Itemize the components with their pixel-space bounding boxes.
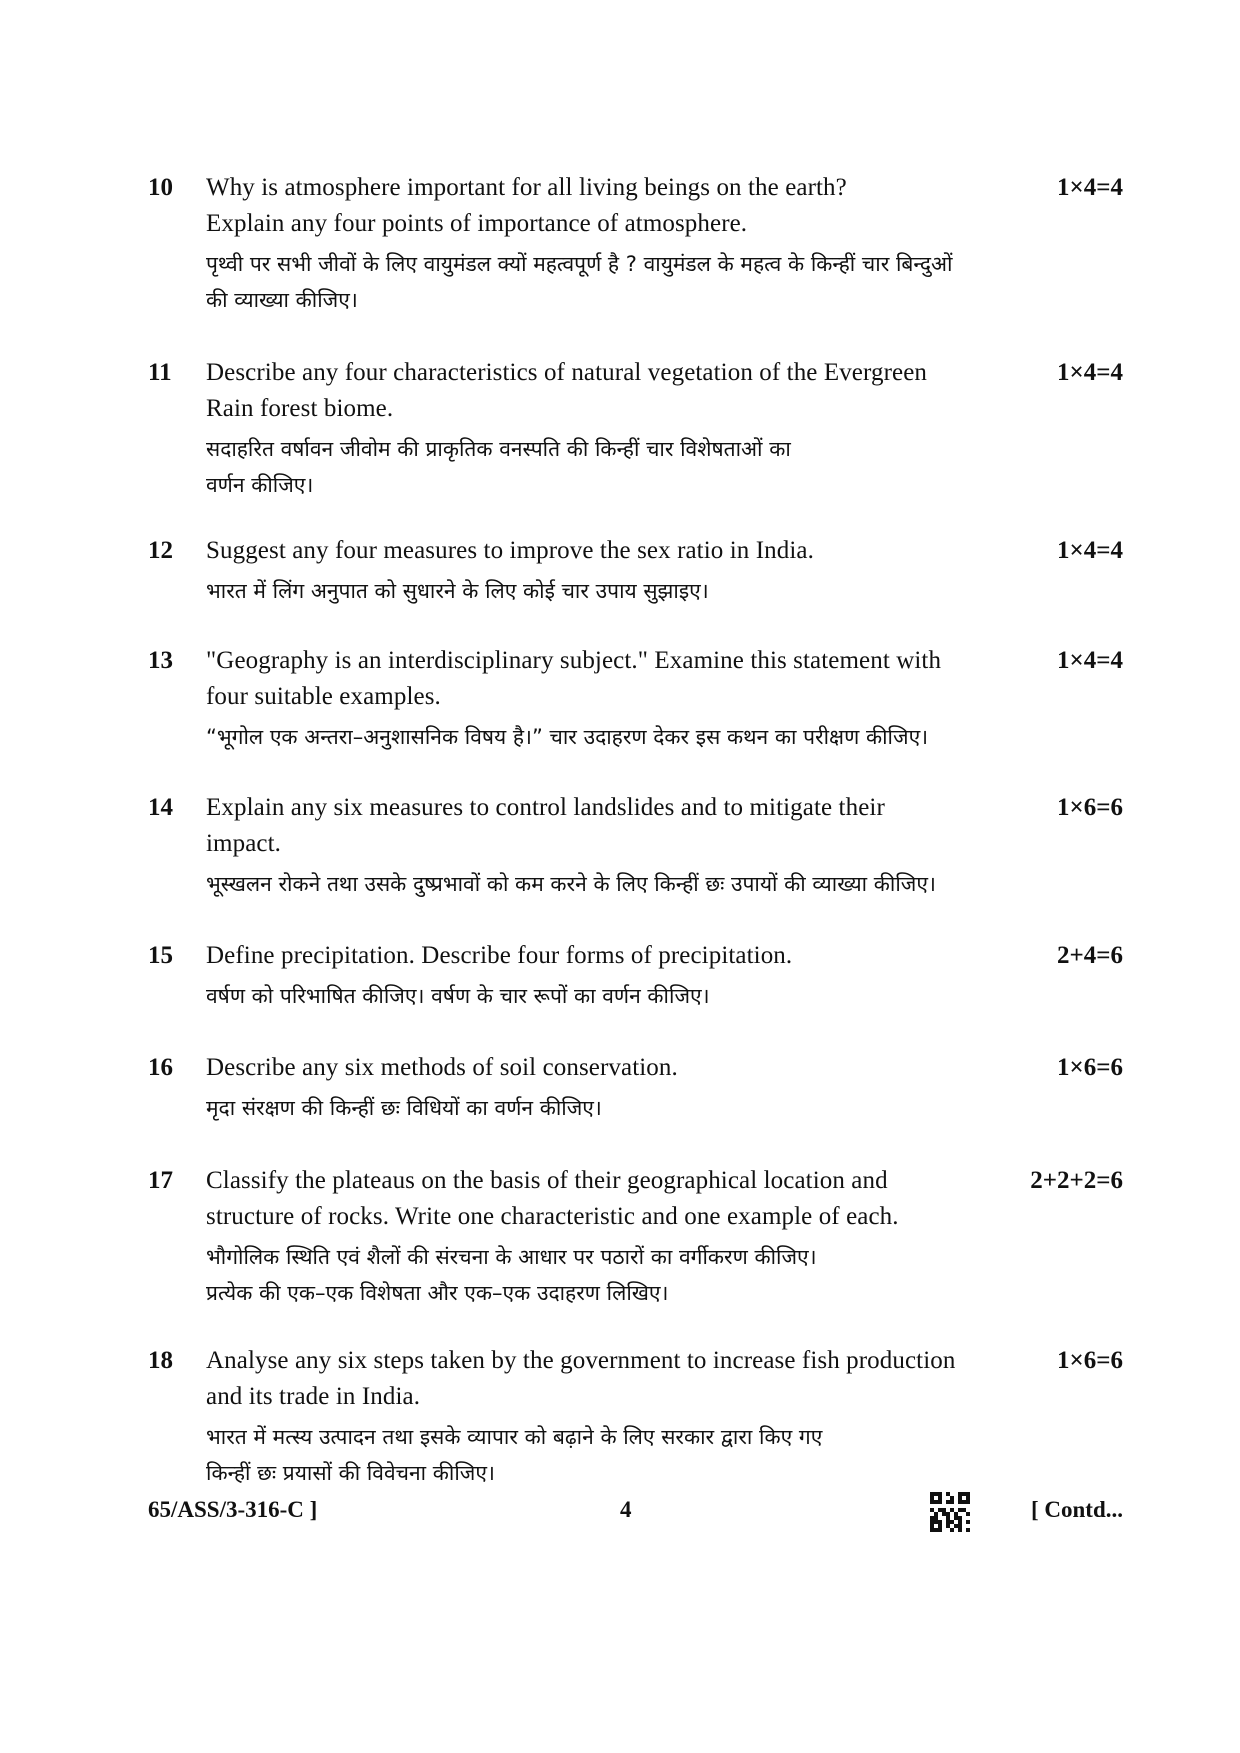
question-english — [206, 790, 936, 862]
question-marks: 1×4=4 — [1057, 537, 1123, 564]
question-10 — [148, 170, 1123, 310]
english-line: impact. — [206, 830, 281, 857]
question-text — [206, 1050, 678, 1126]
question-marks: 1×4=4 — [1057, 359, 1123, 386]
english-line: Suggest any four measures to improve the sex ratio in India. — [206, 537, 814, 564]
question-text — [206, 790, 936, 902]
question-marks: 1×4=4 — [1057, 174, 1123, 201]
question-text — [206, 1163, 899, 1311]
question-17 — [148, 1163, 1123, 1303]
question-english — [206, 938, 792, 974]
english-line: Explain any four points of importance of atmosphere. — [206, 210, 748, 237]
hindi-line: किन्हीं छः प्रयासों की विवेचना कीजिए। — [206, 1461, 495, 1485]
english-line: Define precipitation. Describe four forms of precipitation. — [206, 942, 793, 969]
hindi-line: भूस्खलन रोकने तथा उसके दुष्प्रभावों को कम करने के लिए किन्हीं छः उपायों की व्याख्या कीजिए। — [206, 872, 936, 896]
question-marks: 1×4=4 — [1057, 647, 1123, 674]
hindi-line: की व्याख्या कीजिए। — [206, 288, 358, 312]
english-line: Analyse any six steps taken by the government to increase fish production — [206, 1347, 956, 1374]
question-number: 17 — [148, 1167, 173, 1194]
question-text — [206, 643, 941, 755]
hindi-line: मृदा संरक्षण की किन्हीं छः विधियों का वर्णन कीजिए। — [206, 1096, 602, 1120]
question-11 — [148, 355, 1123, 495]
question-hindi — [206, 1239, 899, 1311]
english-line: Describe any four characteristics of natural vegetation of the Evergreen — [206, 359, 927, 386]
question-text — [206, 1343, 955, 1491]
page-footer — [148, 1490, 1123, 1530]
hindi-line: प्रत्येक की एक–एक विशेषता और एक–एक उदाहरण लिखिए। — [206, 1281, 669, 1305]
question-hindi — [206, 1090, 678, 1126]
hindi-line: पृथ्वी पर सभी जीवों के लिए वायुमंडल क्यों महत्वपूर्ण है ? वायुमंडल के महत्व के किन्हीं चार बिन्दुओं — [206, 252, 953, 276]
continued-label: [ Contd... — [1030, 1497, 1123, 1522]
question-marks: 2+2+2=6 — [1030, 1167, 1123, 1194]
question-13 — [148, 643, 1123, 753]
english-line: Explain any six measures to control landslides and to mitigate their — [206, 794, 885, 821]
question-text — [206, 170, 953, 318]
question-number: 14 — [148, 794, 173, 821]
question-16 — [148, 1050, 1123, 1130]
english-line: and its trade in India. — [206, 1383, 421, 1410]
hindi-line: वर्णन कीजिए। — [206, 473, 314, 497]
question-18 — [148, 1343, 1123, 1483]
question-number: 13 — [148, 647, 173, 674]
hindi-line: वर्षण को परिभाषित कीजिए। वर्षण के चार रूपों का वर्णन कीजिए। — [206, 984, 710, 1008]
question-number: 10 — [148, 174, 173, 201]
question-number: 12 — [148, 537, 173, 564]
question-hindi — [206, 573, 814, 609]
question-english — [206, 533, 814, 569]
question-marks: 1×6=6 — [1057, 794, 1123, 821]
question-text — [206, 355, 927, 503]
question-english — [206, 1050, 678, 1086]
question-marks: 1×6=6 — [1057, 1054, 1123, 1081]
question-14 — [148, 790, 1123, 900]
question-english — [206, 1163, 899, 1235]
english-line: Rain forest biome. — [206, 395, 394, 422]
question-text — [206, 533, 814, 609]
question-hindi — [206, 866, 936, 902]
question-hindi — [206, 1419, 955, 1491]
qr-code-icon — [930, 1492, 970, 1532]
english-line: four suitable examples. — [206, 683, 441, 710]
english-line: "Geography is an interdisciplinary subject." Examine this statement with — [206, 647, 942, 674]
question-hindi — [206, 431, 927, 503]
question-marks: 2+4=6 — [1057, 942, 1123, 969]
question-text — [206, 938, 792, 1014]
question-english — [206, 355, 927, 427]
hindi-line: “भूगोल एक अन्तरा–अनुशासनिक विषय है।” चार उदाहरण देकर इस कथन का परीक्षण कीजिए। — [206, 725, 929, 749]
english-line: structure of rocks. Write one characteristic and one example of each. — [206, 1203, 899, 1230]
hindi-line: भारत में लिंग अनुपात को सुधारने के लिए कोई चार उपाय सुझाइए। — [206, 579, 709, 603]
hindi-line: भारत में मत्स्य उत्पादन तथा इसके व्यापार को बढ़ाने के लिए सरकार द्वारा किए गए — [206, 1425, 823, 1449]
hindi-line: भौगोलिक स्थिति एवं शैलों की संरचना के आधार पर पठारों का वर्गीकरण कीजिए। — [206, 1245, 817, 1269]
english-line: Why is atmosphere important for all living beings on the earth? — [206, 174, 847, 201]
question-number: 18 — [148, 1347, 173, 1374]
hindi-line: सदाहरित वर्षावन जीवोम की प्राकृतिक वनस्पति की किन्हीं चार विशेषताओं का — [206, 437, 791, 461]
question-english — [206, 643, 941, 715]
question-hindi — [206, 978, 792, 1014]
question-12 — [148, 533, 1123, 613]
question-number: 15 — [148, 942, 173, 969]
question-english — [206, 170, 953, 242]
english-line: Classify the plateaus on the basis of their geographical location and — [206, 1167, 888, 1194]
paper-code: 65/ASS/3-316-C ] — [148, 1497, 318, 1522]
question-english — [206, 1343, 955, 1415]
question-hindi — [206, 719, 941, 755]
page-number: 4 — [620, 1497, 632, 1522]
question-number: 11 — [148, 359, 172, 386]
question-number: 16 — [148, 1054, 173, 1081]
question-hindi — [206, 246, 953, 318]
question-15 — [148, 938, 1123, 1018]
question-marks: 1×6=6 — [1057, 1347, 1123, 1374]
english-line: Describe any six methods of soil conservation. — [206, 1054, 678, 1081]
